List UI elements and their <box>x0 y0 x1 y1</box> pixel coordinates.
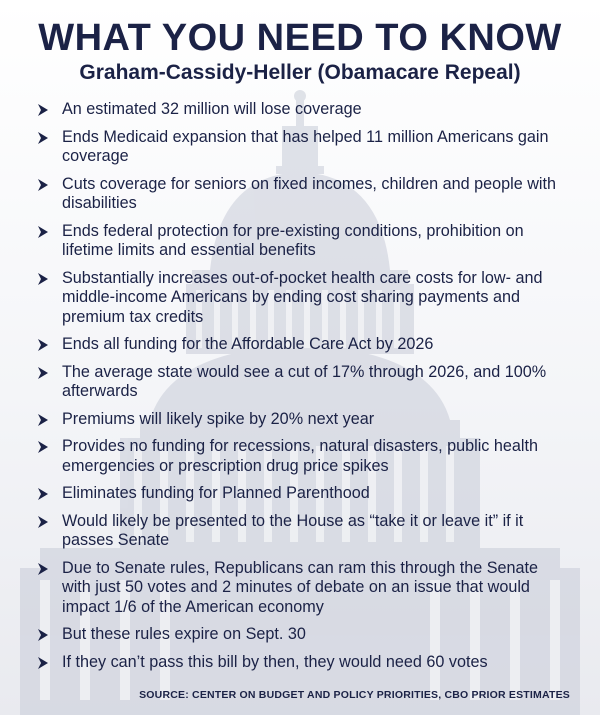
list-item <box>36 653 560 673</box>
page-title: WHAT YOU NEED TO KNOW <box>38 17 562 59</box>
list-item <box>36 100 560 120</box>
chevron-right-icon <box>36 100 62 117</box>
list-item <box>36 512 560 551</box>
list-item-text: But these rules expire on Sept. 30 <box>62 625 306 643</box>
list-item-text: Premiums will likely spike by 20% next year <box>62 409 375 428</box>
chevron-right-icon <box>36 625 62 642</box>
list-item-text: Substantially increases out-of-pocket health care costs for low- and middle-income Americans by ending cost sharing payments and premium tax credits <box>62 268 543 326</box>
chevron-right-icon <box>36 437 62 454</box>
list-item-text: Provides no funding for recessions, natural disasters, public health emergencies or prescription drug price spikes <box>62 437 538 475</box>
list-item-text: Ends all funding for the Affordable Care Act by 2026 <box>62 335 434 353</box>
chevron-right-icon <box>36 222 62 239</box>
list-item-text: Would likely be presented to the House as “take it or leave it” if it passes Senate <box>62 511 524 549</box>
page-subtitle: Graham-Cassidy-Heller (Obamacare Repeal) <box>79 61 521 84</box>
source-note: SOURCE: CENTER ON BUDGET AND POLICY PRIORITIES, CBO PRIOR ESTIMATES <box>139 689 570 701</box>
list-item-text: Eliminates funding for Planned Parenthood <box>62 484 370 502</box>
list-item <box>36 128 560 167</box>
list-item <box>36 222 560 261</box>
chevron-right-icon <box>36 512 62 529</box>
list-item <box>36 363 560 402</box>
list-item <box>36 269 560 328</box>
list-item <box>36 335 560 355</box>
list-item <box>36 625 560 645</box>
list-item-text: An estimated 32 million will lose coverage <box>62 100 362 118</box>
chevron-right-icon <box>36 269 62 286</box>
list-item-text: Ends federal protection for pre-existing conditions, prohibition on lifetime limits and essential benefits <box>62 221 524 259</box>
list-item <box>36 410 560 430</box>
list-item-text: If they can’t pass this bill by then, they would need 60 votes <box>62 652 488 671</box>
chevron-right-icon <box>36 484 62 501</box>
list-item <box>36 437 560 476</box>
chevron-right-icon <box>36 410 62 427</box>
list-item <box>36 175 560 214</box>
list-item <box>36 559 560 618</box>
list-item-text: Due to Senate rules, Republicans can ram this through the Senate with just 50 votes and 2 minutes of debate on an issue that would impact 1/6 of the American economy <box>62 558 539 616</box>
list-item-text: Cuts coverage for seniors on fixed incomes, children and people with disabilities <box>62 174 556 212</box>
chevron-right-icon <box>36 175 62 192</box>
chevron-right-icon <box>36 653 62 670</box>
chevron-right-icon <box>36 335 62 352</box>
chevron-right-icon <box>36 559 62 576</box>
list-item-text: Ends Medicaid expansion that has helped 11 million Americans gain coverage <box>62 127 549 165</box>
bullet-list <box>0 100 600 672</box>
chevron-right-icon <box>36 363 62 380</box>
list-item <box>36 484 560 504</box>
chevron-right-icon <box>36 128 62 145</box>
list-item-text: The average state would see a cut of 17% through 2026, and 100% afterwards <box>62 362 547 400</box>
